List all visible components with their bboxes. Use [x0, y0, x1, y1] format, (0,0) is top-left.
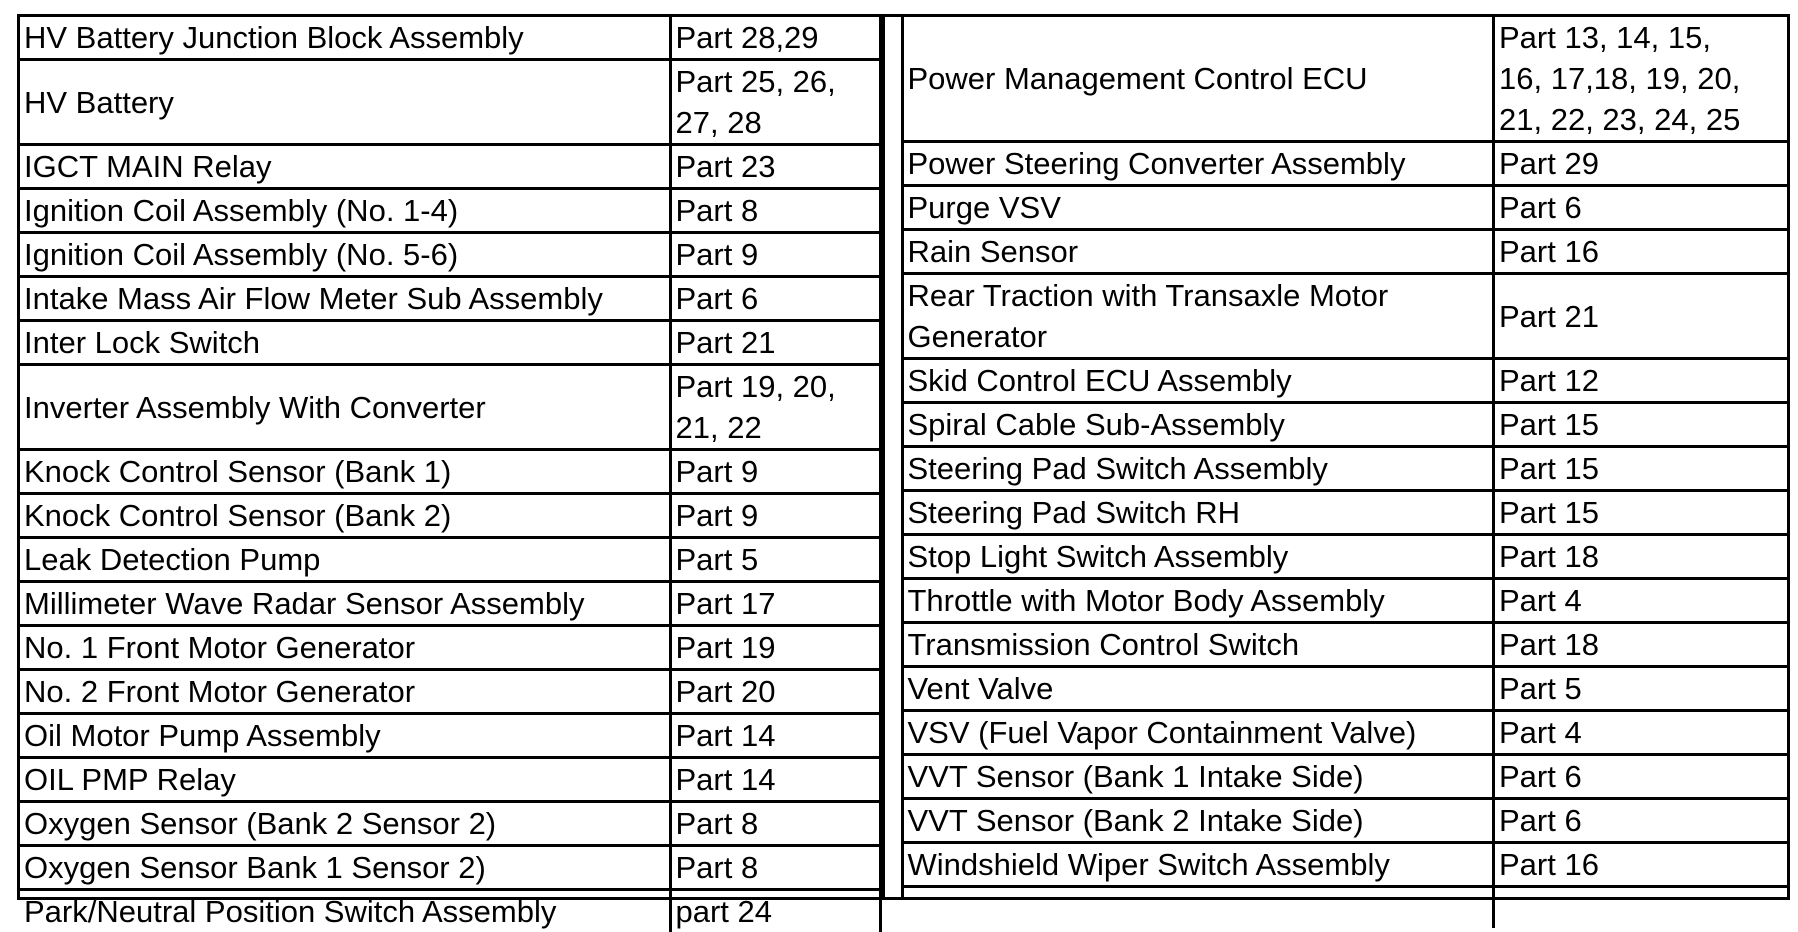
part-cell: Part 12	[1494, 359, 1789, 403]
right-parts-table	[904, 17, 1789, 928]
component-cell: Stop Light Switch Assembly	[904, 535, 1494, 579]
component-cell: HV Battery	[20, 60, 670, 145]
table-row	[20, 450, 880, 494]
part-cell: Part 4	[1494, 579, 1789, 623]
component-cell: Knock Control Sensor (Bank 2)	[20, 494, 670, 538]
left-parts-table	[20, 17, 882, 932]
component-cell	[904, 887, 1494, 928]
part-cell: Part 9	[670, 233, 880, 277]
part-cell: Part 4	[1494, 711, 1789, 755]
part-cell: Part 9	[670, 494, 880, 538]
component-cell: Oxygen Sensor (Bank 2 Sensor 2)	[20, 802, 670, 846]
part-cell: Part 28,29	[670, 17, 880, 60]
table-row	[20, 670, 880, 714]
table-row	[20, 802, 880, 846]
component-cell: IGCT MAIN Relay	[20, 145, 670, 189]
table-row	[20, 17, 880, 60]
component-cell: Transmission Control Switch	[904, 623, 1494, 667]
part-cell: Part 19	[670, 626, 880, 670]
table-row	[20, 233, 880, 277]
table-row	[904, 799, 1789, 843]
component-cell: Purge VSV	[904, 186, 1494, 230]
part-cell: Part 6	[1494, 755, 1789, 799]
table-row	[20, 60, 880, 145]
component-cell: Windshield Wiper Switch Assembly	[904, 843, 1494, 887]
table-row	[20, 890, 880, 932]
table-row	[20, 145, 880, 189]
component-cell: Knock Control Sensor (Bank 1)	[20, 450, 670, 494]
table-row	[904, 843, 1789, 887]
component-cell: Ignition Coil Assembly (No. 1-4)	[20, 189, 670, 233]
table-row	[904, 359, 1789, 403]
component-cell: Vent Valve	[904, 667, 1494, 711]
component-cell: Inverter Assembly With Converter	[20, 365, 670, 450]
part-cell: Part 18	[1494, 535, 1789, 579]
part-cell: Part 6	[670, 277, 880, 321]
component-cell: Steering Pad Switch Assembly	[904, 447, 1494, 491]
table-row	[904, 447, 1789, 491]
table-row	[20, 277, 880, 321]
table-row	[904, 755, 1789, 799]
part-cell: Part 17	[670, 582, 880, 626]
component-cell: Ignition Coil Assembly (No. 5-6)	[20, 233, 670, 277]
part-cell: Part 5	[1494, 667, 1789, 711]
component-cell: Leak Detection Pump	[20, 538, 670, 582]
table-row	[904, 142, 1789, 186]
table-row	[20, 626, 880, 670]
component-cell: VSV (Fuel Vapor Containment Valve)	[904, 711, 1494, 755]
table-row	[904, 230, 1789, 274]
part-cell: Part 16	[1494, 230, 1789, 274]
table-row	[904, 887, 1789, 928]
part-cell: Part 14	[670, 714, 880, 758]
part-cell: Part 8	[670, 846, 880, 890]
component-cell: HV Battery Junction Block Assembly	[20, 17, 670, 60]
component-cell: Spiral Cable Sub-Assembly	[904, 403, 1494, 447]
table-row	[904, 623, 1789, 667]
component-cell: No. 1 Front Motor Generator	[20, 626, 670, 670]
component-cell: Skid Control ECU Assembly	[904, 359, 1494, 403]
component-cell: Power Steering Converter Assembly	[904, 142, 1494, 186]
part-cell: Part 21	[1494, 274, 1789, 359]
table-row	[904, 535, 1789, 579]
table-row	[20, 846, 880, 890]
component-cell: VVT Sensor (Bank 2 Intake Side)	[904, 799, 1494, 843]
table-row	[904, 274, 1789, 359]
table-row	[904, 491, 1789, 535]
table-row	[904, 17, 1789, 142]
table-row	[20, 758, 880, 802]
part-cell: Part 13, 14, 15, 16, 17,18, 19, 20, 21, 22, 23, 24, 25	[1494, 17, 1789, 142]
component-cell: Oxygen Sensor Bank 1 Sensor 2)	[20, 846, 670, 890]
part-cell: Part 9	[670, 450, 880, 494]
table-row	[20, 494, 880, 538]
double-column-divider	[882, 17, 904, 897]
part-cell: Part 29	[1494, 142, 1789, 186]
component-cell: Rear Traction with Transaxle Motor Generator	[904, 274, 1494, 359]
component-cell: Park/Neutral Position Switch Assembly	[20, 890, 670, 932]
table-row	[904, 403, 1789, 447]
component-cell: Millimeter Wave Radar Sensor Assembly	[20, 582, 670, 626]
table-row	[20, 365, 880, 450]
part-cell: Part 5	[670, 538, 880, 582]
component-cell: Rain Sensor	[904, 230, 1494, 274]
part-cell: Part 19, 20, 21, 22	[670, 365, 880, 450]
part-cell: Part 14	[670, 758, 880, 802]
parts-index-document	[17, 14, 1790, 900]
part-cell: Part 25, 26, 27, 28	[670, 60, 880, 145]
component-cell: Throttle with Motor Body Assembly	[904, 579, 1494, 623]
part-cell: Part 20	[670, 670, 880, 714]
part-cell: Part 16	[1494, 843, 1789, 887]
component-cell: Intake Mass Air Flow Meter Sub Assembly	[20, 277, 670, 321]
part-cell: Part 21	[670, 321, 880, 365]
table-row	[20, 582, 880, 626]
part-cell: Part 15	[1494, 447, 1789, 491]
part-cell	[1494, 887, 1789, 928]
table-row	[20, 538, 880, 582]
part-cell: Part 23	[670, 145, 880, 189]
table-row	[904, 711, 1789, 755]
part-cell: Part 18	[1494, 623, 1789, 667]
part-cell: Part 15	[1494, 491, 1789, 535]
table-row	[904, 667, 1789, 711]
component-cell: VVT Sensor (Bank 1 Intake Side)	[904, 755, 1494, 799]
part-cell: part 24	[670, 890, 880, 932]
table-row	[904, 186, 1789, 230]
component-cell: No. 2 Front Motor Generator	[20, 670, 670, 714]
component-cell: Steering Pad Switch RH	[904, 491, 1494, 535]
component-cell: Oil Motor Pump Assembly	[20, 714, 670, 758]
table-row	[20, 321, 880, 365]
part-cell: Part 8	[670, 802, 880, 846]
table-row	[20, 714, 880, 758]
component-cell: Inter Lock Switch	[20, 321, 670, 365]
component-cell: Power Management Control ECU	[904, 17, 1494, 142]
component-cell: OIL PMP Relay	[20, 758, 670, 802]
part-cell: Part 6	[1494, 799, 1789, 843]
table-row	[904, 579, 1789, 623]
part-cell: Part 15	[1494, 403, 1789, 447]
part-cell: Part 6	[1494, 186, 1789, 230]
table-row	[20, 189, 880, 233]
part-cell: Part 8	[670, 189, 880, 233]
